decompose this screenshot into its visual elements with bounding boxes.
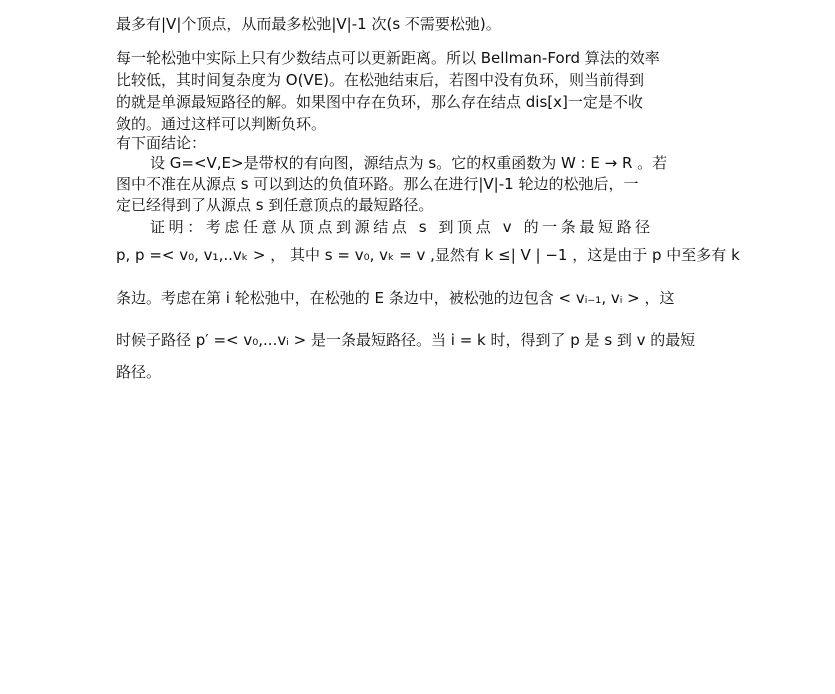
text-line: 定已经得到了从源点 s 到任意顶点的最短路径。	[116, 196, 434, 214]
text-line: 敛的。通过这样可以判断负环。	[116, 115, 327, 133]
text-line: 条边。考虑在第 i 轮松弛中，在松弛的 E 条边中，被松弛的边包含 < vᵢ₋₁, vᵢ > ，这	[116, 289, 675, 307]
text-line: 图中不准在从源点 s 可以到达的负值环路。那么在进行|V|-1 轮边的松弛后，一	[116, 175, 639, 193]
text-line: 有下面结论：	[116, 134, 207, 152]
text-line: p, p =< v₀, v₁,..vₖ > ， 其中 s = v₀, vₖ = v ,显然有 k ≤| V | −1 ，这是由于 p 中至多有 k	[116, 246, 740, 264]
text-line: 每一轮松弛中实际上只有少数结点可以更新距离。所以 Bellman-Ford 算法的效率	[116, 49, 660, 67]
text-line: 时候子路径 p′ =< v₀,...vᵢ > 是一条最短路径。当 i = k 时，得到了 p 是 s 到 v 的最短	[116, 331, 696, 349]
text-line: 最多有|V|个顶点，从而最多松弛|V|-1 次(s 不需要松弛)。	[116, 15, 501, 33]
text-line: 设 G=<V,E>是带权的有向图，源结点为 s。它的权重函数为 W : E → R 。若	[150, 154, 668, 172]
text-line: 的就是单源最短路径的解。如果图中存在负环，那么存在结点 dis[x]一定是不收	[116, 93, 643, 111]
text-line: 比较低，其时间复杂度为 O(VE)。在松弛结束后，若图中没有负环，则当前得到	[116, 71, 645, 89]
text-line: 证明：考虑任意从顶点到源结点 s 到顶点 v 的一条最短路径	[150, 218, 654, 236]
text-line: 路径。	[116, 363, 162, 381]
